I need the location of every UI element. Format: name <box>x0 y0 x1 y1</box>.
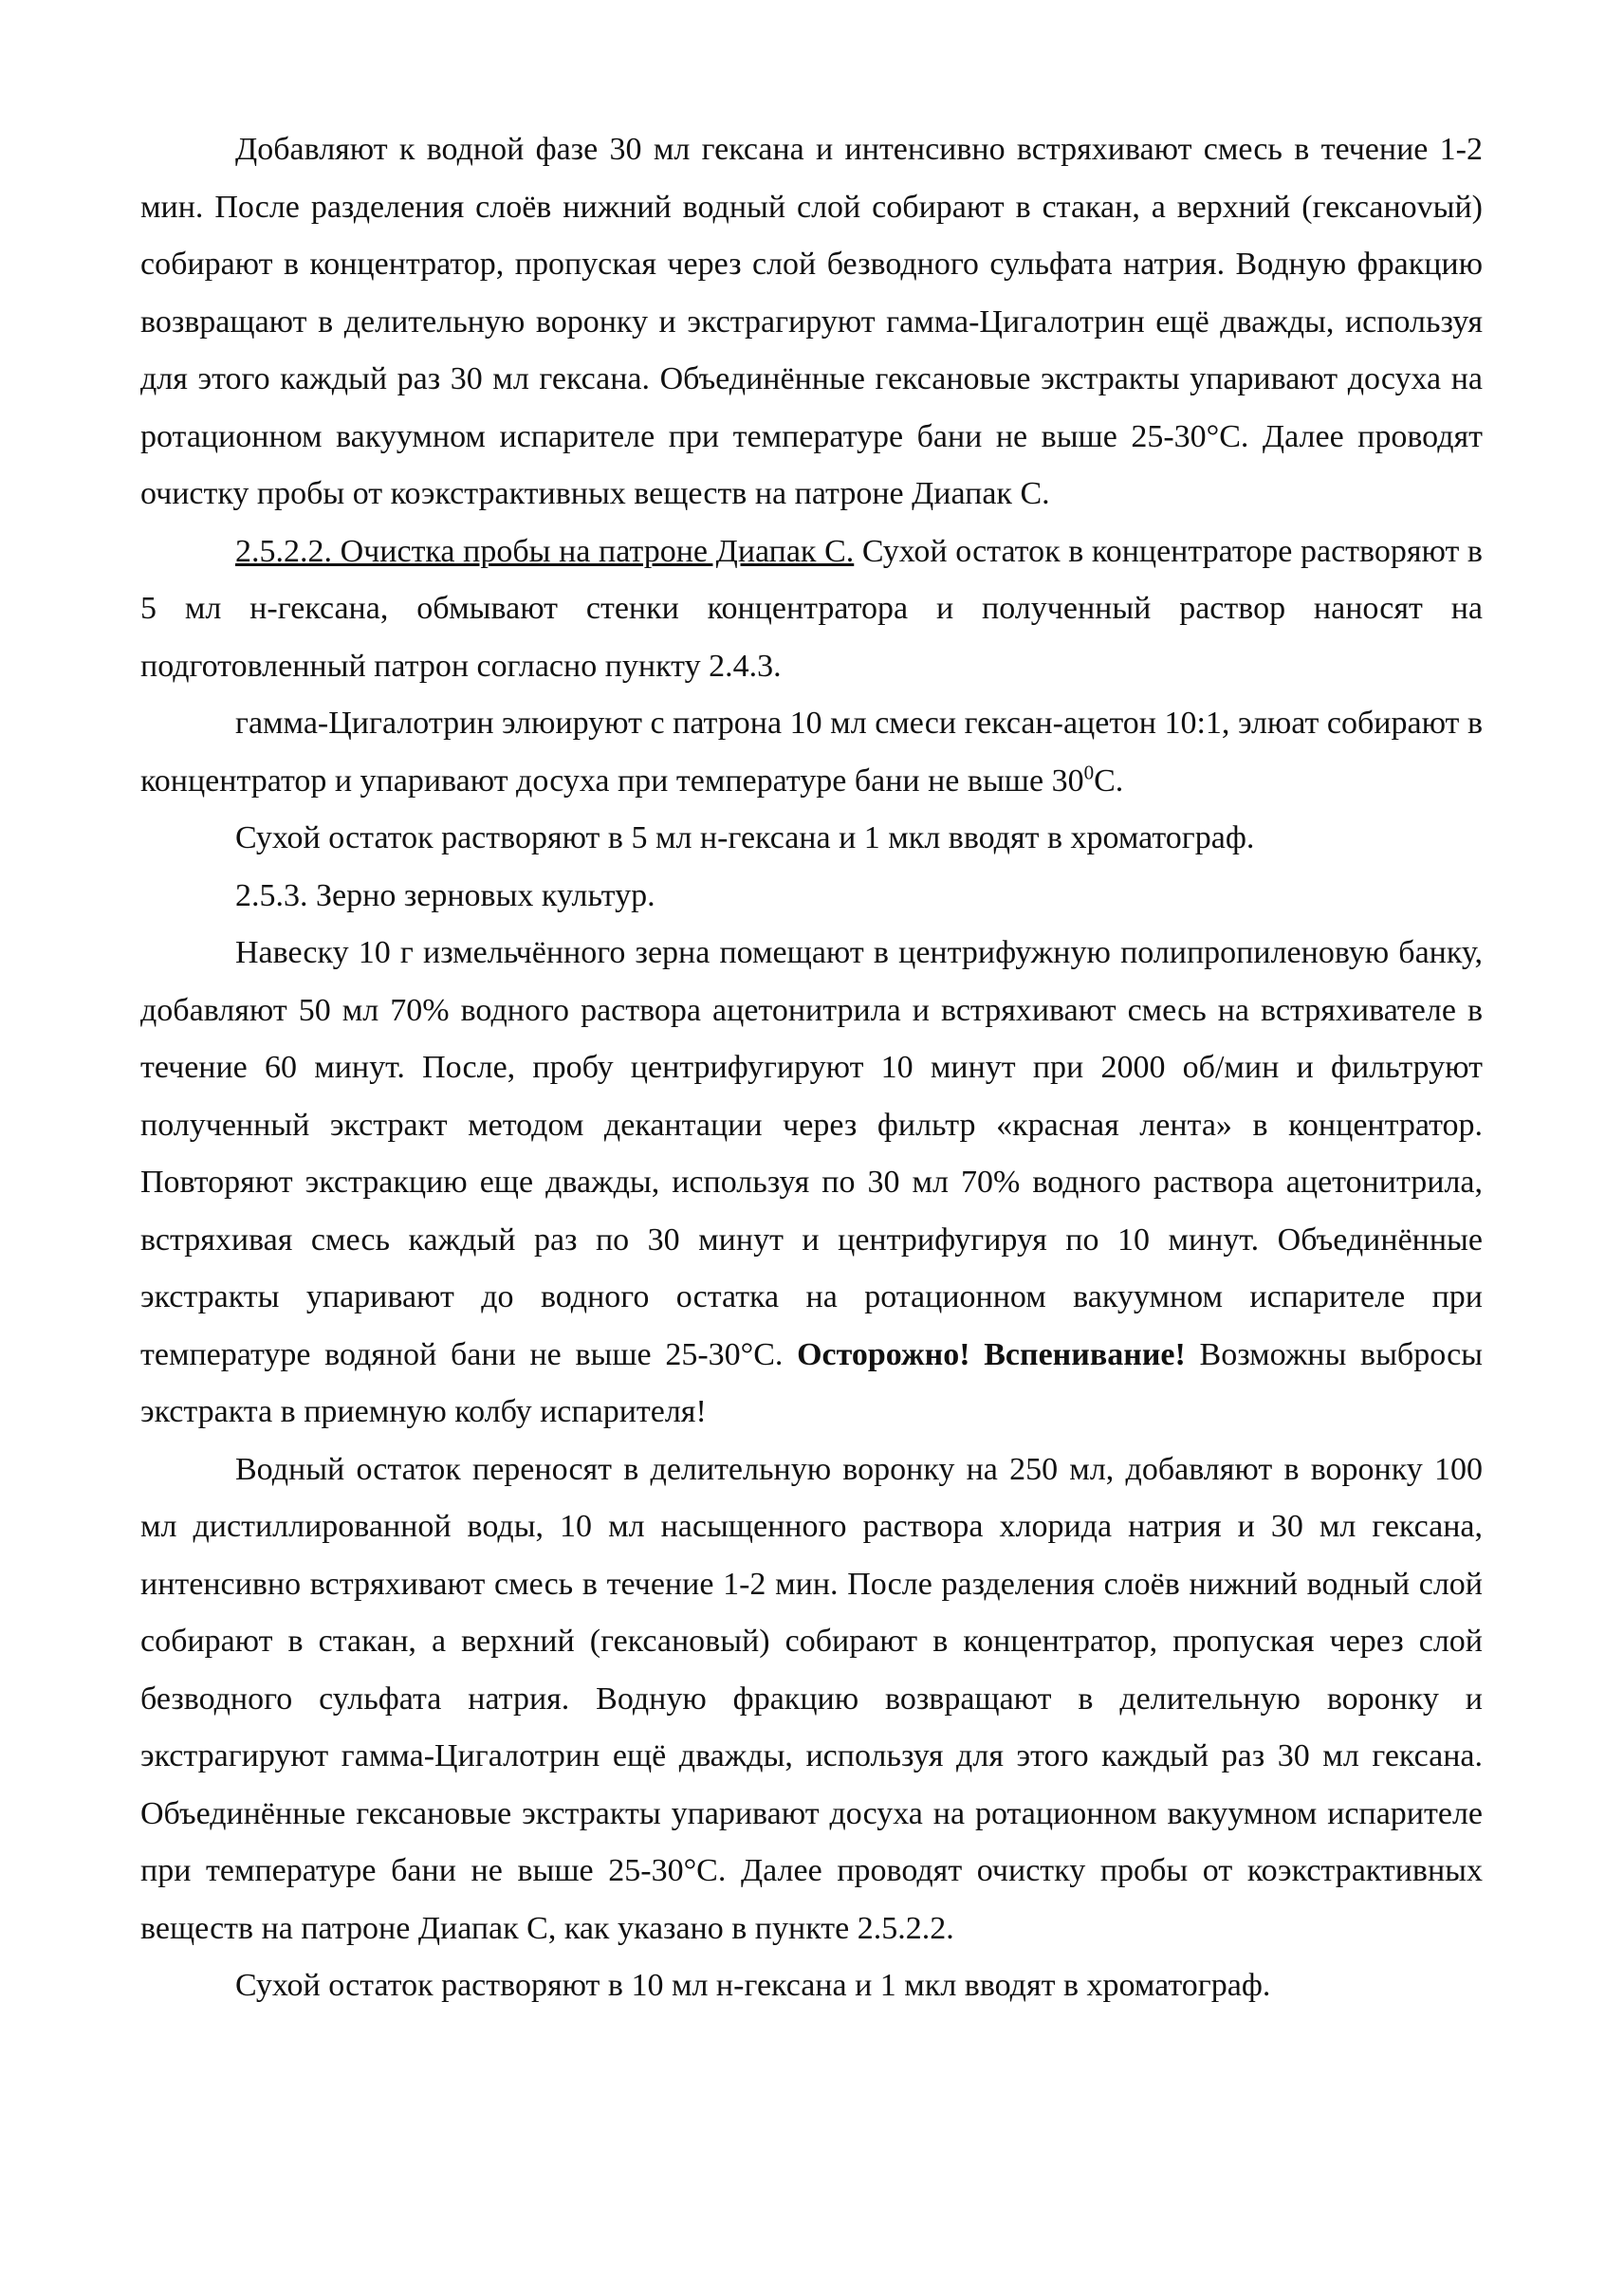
elution-text: гамма-Цигалотрин элюируют с патрона 10 мл смеси гексан-ацетон 10:1, элюат собирают в концентратор и упаривают досуха при температуре бани не выше 30 <box>140 706 1483 799</box>
paragraph-aqueous-residue: Водный остаток переносят в делительную воронку на 250 мл, добавляют в воронку 100 мл дистиллированной воды, 10 мл насыщенного раствора хлорида натрия и 30 мл гексана, интенсивно встряхивают смесь в течение 1-2 мин. После разделения слоёв нижний водный слой собирают в стакан, а верхний (гексановый) собирают в концентратор, пропуская через слой безводного сульфата натрия. Водную фракцию возвращают в делительную воронку и экстрагируют гамма-Цигалотрин ещё дважды, используя для этого каждый раз 30 мл гексана. Объединённые гексановые экстракты упаривают досуха на ротационном вакуумном испарителе при температуре бани не выше 25-30°С. Далее проводят очистку пробы от коэкстрактивных веществ на патроне Диапак С, как указано в пункте 2.5.2.2. <box>140 1451 1483 1946</box>
document-body <box>140 121 1483 2015</box>
elution-unit: С. <box>1094 762 1124 799</box>
paragraph-cartridge-cleanup <box>140 523 1483 696</box>
degree-superscript: 0 <box>1083 761 1095 784</box>
warning-space <box>970 1337 985 1372</box>
paragraph-elution <box>140 695 1483 810</box>
section-heading-2-5-3: 2.5.3. Зерно зерновых культур. <box>235 877 655 913</box>
paragraph-dry-residue-2: Сухой остаток растворяют в 10 мл н-гексана и 1 мкл вводят в хроматограф. <box>235 1968 1271 2003</box>
warning-foaming: Вспенивание! <box>984 1336 1186 1372</box>
section-heading-2-5-2-2: 2.5.2.2. Очистка пробы на патроне Диапак С. <box>235 533 855 569</box>
paragraph-hexane-extraction: Добавляют к водной фазе 30 мл гексана и интенсивно встряхивают смесь в течение 1-2 мин. После разделения слоёв нижний водный слой собирают в стакан, а верхний (гексаноvый) собирают в концентратор, пропуская через слой безводного сульфата натрия. Водную фракцию возвращают в делительную воронку и экстрагируют гамма-Цигалотрин ещё дважды, используя для этого каждый раз 30 мл гексана. Объединённые гексановые экстракты упаривают досуха на ротационном вакуумном испарителе при температуре бани не выше 25-30°С. Далее проводят очистку пробы от коэкстрактивных веществ на патроне Диапак С. <box>140 132 1483 511</box>
grain-extraction-end: Возможны выбросы экстракта в приемную колбу испарителя! <box>140 1336 1484 1429</box>
paragraph-dry-residue-1: Сухой остаток растворяют в 5 мл н-гексана и 1 мкл вводят в хроматограф. <box>235 820 1255 855</box>
grain-extraction-text: Навеску 10 г измельчённого зерна помещают в центрифужную полипропиленовую банку, добавляют 50 мл 70% водного раствора ацетонитрила и встряхивают смесь на встряхивателе в течение 60 минут. После, пробу центрифугируют 10 минут при 2000 об/мин и фильтруют полученный экстракт методом декантации через фильтр «красная лента» в концентратор. Повторяют экстракцию еще дважды, используя по 30 мл 70% водного раствора ацетонитрила, встряхивая смесь каждый раз по 30 минут и центрифугируя по 10 минут. Объединённые экстракты упаривают до водного остатка на ротационном вакуумном испарителе при температуре водяной бани не выше 25-30°С. <box>140 935 1483 1372</box>
paragraph-grain-extraction <box>140 925 1483 1442</box>
warning-caution: Осторожно! <box>797 1336 970 1372</box>
cartridge-cleanup-text: Сухой остаток в концентраторе растворяют в 5 мл н-гексана, обмывают стенки концентратора и полученный раствор наносят на подготовленный патрон согласно пункту 2.4.3. <box>140 533 1483 684</box>
